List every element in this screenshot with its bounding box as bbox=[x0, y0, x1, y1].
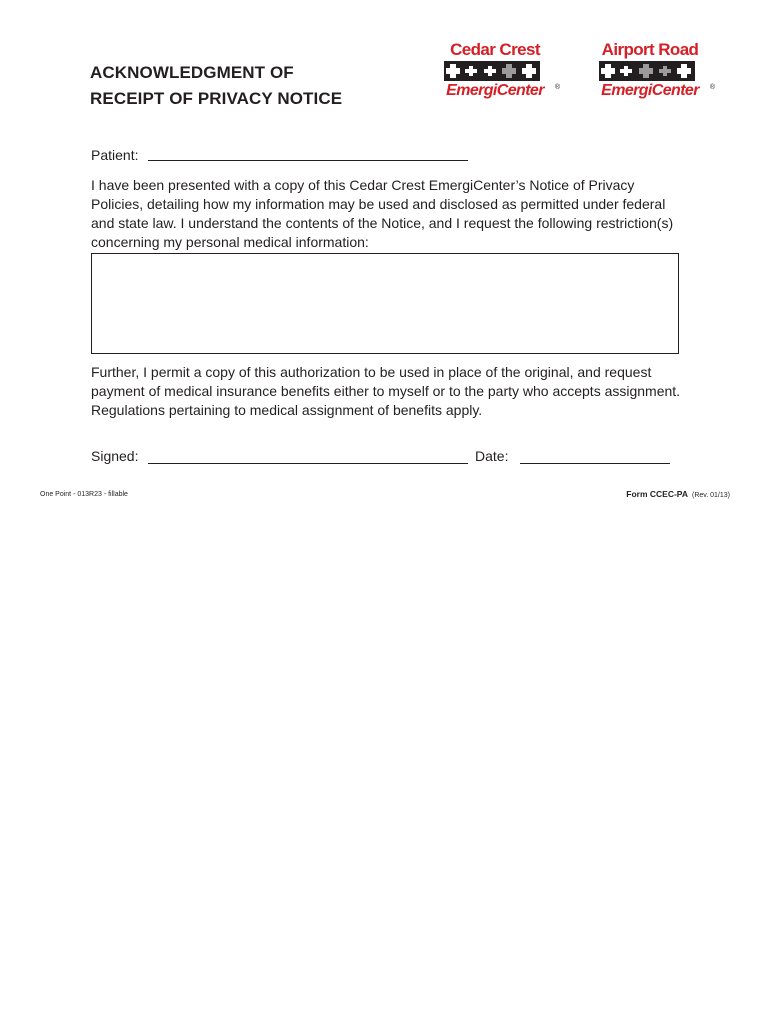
cedar-crest-logo bbox=[430, 40, 560, 104]
title-line-2: RECEIPT OF PRIVACY NOTICE bbox=[90, 89, 343, 108]
form-number: Form CCEC-PA bbox=[626, 489, 688, 499]
registered-mark: ® bbox=[709, 84, 715, 91]
authorization-line: Further, I permit a copy of this authorization to be used in place of the original, and request bbox=[91, 364, 652, 380]
patient-name-field[interactable] bbox=[148, 160, 468, 161]
statement-paragraph bbox=[91, 176, 691, 252]
statement-line: Policies, detailing how my information may be used and disclosed as permitted under federal bbox=[91, 196, 666, 212]
cross-strip-graphic bbox=[444, 61, 540, 81]
date-label: Date: bbox=[475, 448, 509, 464]
authorization-paragraph bbox=[91, 363, 691, 420]
authorization-line: Regulations pertaining to medical assignment of benefits apply. bbox=[91, 402, 483, 418]
logo-name: Airport Road bbox=[601, 40, 699, 59]
airport-road-logo bbox=[585, 40, 715, 104]
logo-subtitle: EmergiCenter bbox=[446, 82, 544, 99]
logo-subtitle: EmergiCenter bbox=[601, 82, 699, 99]
document-title bbox=[90, 60, 342, 112]
authorization-line: payment of medical insurance benefits either to myself or to the party who accepts assignment. bbox=[91, 383, 681, 399]
date-field[interactable] bbox=[520, 463, 670, 464]
logo-name: Cedar Crest bbox=[450, 40, 540, 59]
patient-label: Patient: bbox=[91, 147, 139, 163]
form-revision: (Rev. 01/13) bbox=[692, 492, 730, 499]
statement-line: I have been presented with a copy of this Cedar Crest EmergiCenter’s Notice of Privacy bbox=[91, 177, 635, 193]
signature-field[interactable] bbox=[148, 463, 468, 464]
signed-label: Signed: bbox=[91, 448, 139, 464]
title-line-1: ACKNOWLEDGMENT OF bbox=[90, 63, 294, 82]
footer-form-id bbox=[626, 489, 730, 499]
footer-document-code: One Point - 013R23 - fillable bbox=[40, 491, 128, 498]
cross-strip-graphic bbox=[599, 61, 695, 81]
statement-line: concerning my personal medical information: bbox=[91, 234, 369, 250]
registered-mark: ® bbox=[554, 84, 560, 91]
statement-line: and state law. I understand the contents of the Notice, and I request the following restriction(s) bbox=[91, 215, 674, 231]
restrictions-text-area[interactable] bbox=[91, 253, 679, 354]
